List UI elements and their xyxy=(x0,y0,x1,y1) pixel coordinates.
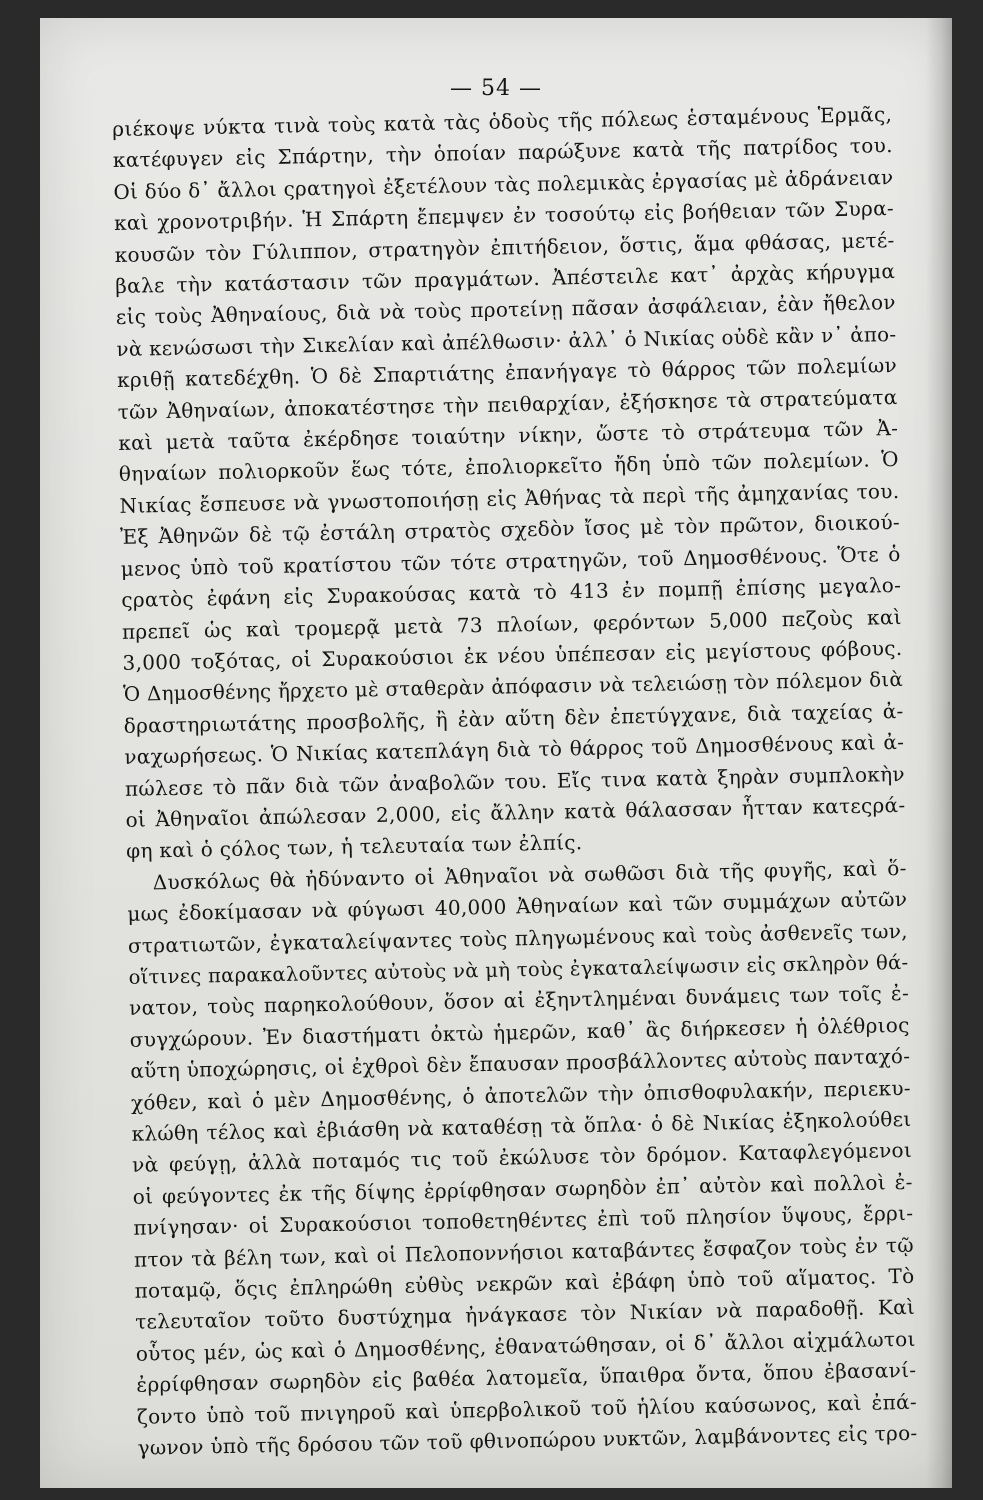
text-line: φη καὶ ὁ ςόλος των, ἡ τελευταία των ἐλπίς. xyxy=(125,830,583,864)
page-number: — 54 — xyxy=(450,76,542,101)
text-line: γωνον ὑπὸ τῆς δρόσου τῶν τοῦ φθινοπώρου νυκτῶν, λαμβάνοντες εἰς τρο- xyxy=(137,1420,918,1460)
text-line: οὗτος μέν, ὡς καὶ ὁ Δημοσθένης, ἐθανατώθησαν, οἱ δ᾽ ἄλλοι αἰχμάλωτοι xyxy=(135,1326,916,1366)
text-line: κριθῇ κατεδέχθη. Ὁ δὲ Σπαρτιάτης ἐπανήγαγε τὸ θάρρος τῶν πολεμίων xyxy=(116,353,898,393)
text-line: κατέφυγεν εἰς Σπάρτην, τὴν ὁποίαν παρώξυνε κατὰ τῆς πατρίδος του. xyxy=(112,133,893,173)
paragraph-2 xyxy=(126,853,917,1465)
text-line: δραστηριωτάτης προσβολῆς, ἢ ἐὰν αὕτη δὲν ἐπετύγχανε, διὰ ταχείας ἀ- xyxy=(123,698,904,738)
text-line: νὰ κενώσωσι τὴν Σικελίαν καὶ ἀπέλθωσιν· ἀλλ᾽ ὁ Νικίας οὐδὲ κἂν ν᾽ ἀπο- xyxy=(116,322,897,361)
text-line: Οἱ δύο δ᾽ ἄλλοι ςρατηγοὶ ἐξετέλουν τὰς πολεμικὰς ἐργασίας μὲ ἀδράνειαν xyxy=(113,165,894,204)
text-line: οἱ Ἀθηναῖοι ἀπώλεσαν 2,000, εἰς ἄλλην κατὰ θάλασσαν ἧτταν κατεςρά- xyxy=(125,792,906,832)
text-line: Δυσκόλως θὰ ἠδύναντο οἱ Ἀθηναῖοι νὰ σωθῶσι διὰ τῆς φυγῆς, καὶ ὅ- xyxy=(152,855,907,895)
book-page xyxy=(40,18,952,1488)
text-line: μως ἐδοκίμασαν νὰ φύγωσι 40,000 Ἀθηναίων καὶ τῶν συμμάχων αὐτῶν xyxy=(127,887,908,927)
text-line: τελευταῖον τοῦτο δυστύχημα ἠνάγκασε τὸν Νικίαν νὰ παραδοθῇ. Καὶ xyxy=(134,1295,916,1335)
text-line: θηναίων πολιορκοῦν ἕως τότε, ἐπολιορκεῖτο ἤδη ὑπὸ τῶν πολεμίων. Ὁ xyxy=(118,447,900,487)
text-line: βαλε τὴν κατάστασιν τῶν πραγμάτων. Ἀπέστειλε κατ᾽ ἀρχὰς κήρυγμα xyxy=(115,259,896,298)
text-line: μενος ὑπὸ τοῦ κρατίστου τῶν τότε στρατηγῶν, τοῦ Δημοσθένους. Ὅτε ὁ xyxy=(120,541,901,581)
text-line: 3,000 τοξότας, οἱ Συρακούσιοι ἐκ νέου ὑπέπεσαν εἰς μεγίστους φόβους. xyxy=(122,635,903,675)
text-line: οἵτινες παρακαλοῦντες αὐτοὺς νὰ μὴ τοὺς ἐγκαταλείψωσιν εἰς σκληρὸν θά- xyxy=(128,950,909,989)
text-line: Ὁ Δημοσθένης ἤρχετο μὲ σταθερὰν ἀπόφασιν νὰ τελειώσῃ τὸν πόλεμον διὰ xyxy=(122,668,904,707)
text-line: Νικίας ἔσπευσε νὰ γνωστοποιήσῃ εἰς Ἀθήνας τὰ περὶ τῆς ἀμηχανίας του. xyxy=(119,478,900,518)
text-line: αὕτη ὑποχώρησις, οἱ ἐχθροὶ δὲν ἔπαυσαν προσβάλλοντες αὐτοὺς πανταχό- xyxy=(130,1045,911,1084)
text-line: νατον, τοὺς παρηκολούθουν, ὅσον αἱ ἐξηντλημέναι δυνάμεις των τοῖς ἐ- xyxy=(128,981,910,1021)
text-line: πρεπεῖ ὡς καὶ τρομερᾷ μετὰ 73 πλοίων, φερόντων 5,000 πεζοὺς καὶ xyxy=(121,604,903,644)
text-line: κουσῶν τὸν Γύλιππον, στρατηγὸν ἐπιτήδειον, ὅστις, ἅμα φθάσας, μετέ- xyxy=(114,227,895,267)
text-line: πνίγησαν· οἱ Συρακούσιοι τοποθετηθέντες ἐπὶ τοῦ πλησίον ὕψους, ἔρρι- xyxy=(133,1201,914,1241)
text-line: συγχώρουν. Ἐν διαστήματι ὀκτὼ ἡμερῶν, καθ᾽ ἃς διήρκεσεν ἡ ὀλέθριος xyxy=(129,1012,910,1052)
text-line: Ἐξ Ἀθηνῶν δὲ τῷ ἐστάλη στρατὸς σχεδὸν ἴσος μὲ τὸν πρῶτον, διοικού- xyxy=(119,510,901,550)
text-line: ςρατὸς ἐφάνη εἰς Συρακούσας κατὰ τὸ 413 ἐν πομπῇ ἐπίσης μεγαλο- xyxy=(121,573,902,613)
text-line: κλώθη τέλος καὶ ἐβιάσθη νὰ καταθέσῃ τὰ ὅπλα· ὁ δὲ Νικίας ἐξηκολούθει xyxy=(131,1106,912,1146)
paragraph-1 xyxy=(112,99,906,868)
body-text xyxy=(112,99,918,1464)
text-line: τῶν Ἀθηναίων, ἀποκατέστησε τὴν πειθαρχίαν, ἐξήσκησε τὰ στρατεύματα xyxy=(117,384,898,424)
text-line: καὶ χρονοτριβήν. Ἡ Σπάρτη ἔπεμψεν ἐν τοσούτῳ εἰς βοήθειαν τῶν Συρα- xyxy=(113,196,895,236)
text-line: ναχωρήσεως. Ὁ Νικίας κατεπλάγη διὰ τὸ θάρρος τοῦ Δημοσθένους καὶ ἀ- xyxy=(124,730,905,770)
text-line: χόθεν, καὶ ὁ μὲν Δημοσθένης, ὁ ἀποτελῶν τὴν ὀπισθοφυλακήν, περιεκυ- xyxy=(130,1075,912,1115)
text-line: εἰς τοὺς Ἀθηναίους, διὰ νὰ τοὺς προτείνῃ πᾶσαν ἀσφάλειαν, ἐὰν ἤθελον xyxy=(115,290,896,330)
page-fold-shadow xyxy=(926,18,952,1488)
text-line: ποταμῷ, ὅςις ἐπληρώθη εὐθὺς νεκρῶν καὶ ἐβάφη ὑπὸ τοῦ αἵματος. Τὸ xyxy=(134,1263,915,1303)
text-line: στρατιωτῶν, ἐγκαταλείψαντες τοὺς πληγωμένους καὶ τοὺς ἀσθενεῖς των, xyxy=(127,918,909,958)
text-line: καὶ μετὰ ταῦτα ἐκέρδησε τοιαύτην νίκην, ὥστε τὸ στράτευμα τῶν Ἀ- xyxy=(118,416,899,455)
text-line: οἱ φεύγοντες ἐκ τῆς δίψης ἐρρίφθησαν σωρηδὸν ἐπ᾽ αὐτὸν καὶ πολλοὶ ἐ- xyxy=(132,1169,913,1209)
text-line: ἐρρίφθησαν σωρηδὸν εἰς βαθέα λατομεῖα, ὕπαιθρα ὄντα, ὅπου ἐβασανί- xyxy=(136,1358,917,1398)
text-line: ζοντο ὑπὸ τοῦ πνιγηροῦ καὶ ὑπερβολικοῦ τοῦ ἡλίου καύσωνος, καὶ ἐπά- xyxy=(136,1389,918,1429)
text-line: ριέκοψε νύκτα τινὰ τοὺς κατὰ τὰς ὁδοὺς τῆς πόλεως ἑσταμένους Ἑρμᾶς, xyxy=(112,102,893,141)
text-line: πτον τὰ βέλη των, καὶ οἱ Πελοποννήσιοι καταβάντες ἔσφαζον τοὺς ἐν τῷ xyxy=(133,1232,915,1272)
text-line: πώλεσε τὸ πᾶν διὰ τῶν ἀναβολῶν του. Εἴς τινα κατὰ ξηρὰν συμπλοκὴν xyxy=(124,761,906,801)
text-line: νὰ φεύγῃ, ἀλλὰ ποταμός τις τοῦ ἐκώλυσε τὸν δρόμον. Καταφλεγόμενοι xyxy=(131,1138,913,1178)
